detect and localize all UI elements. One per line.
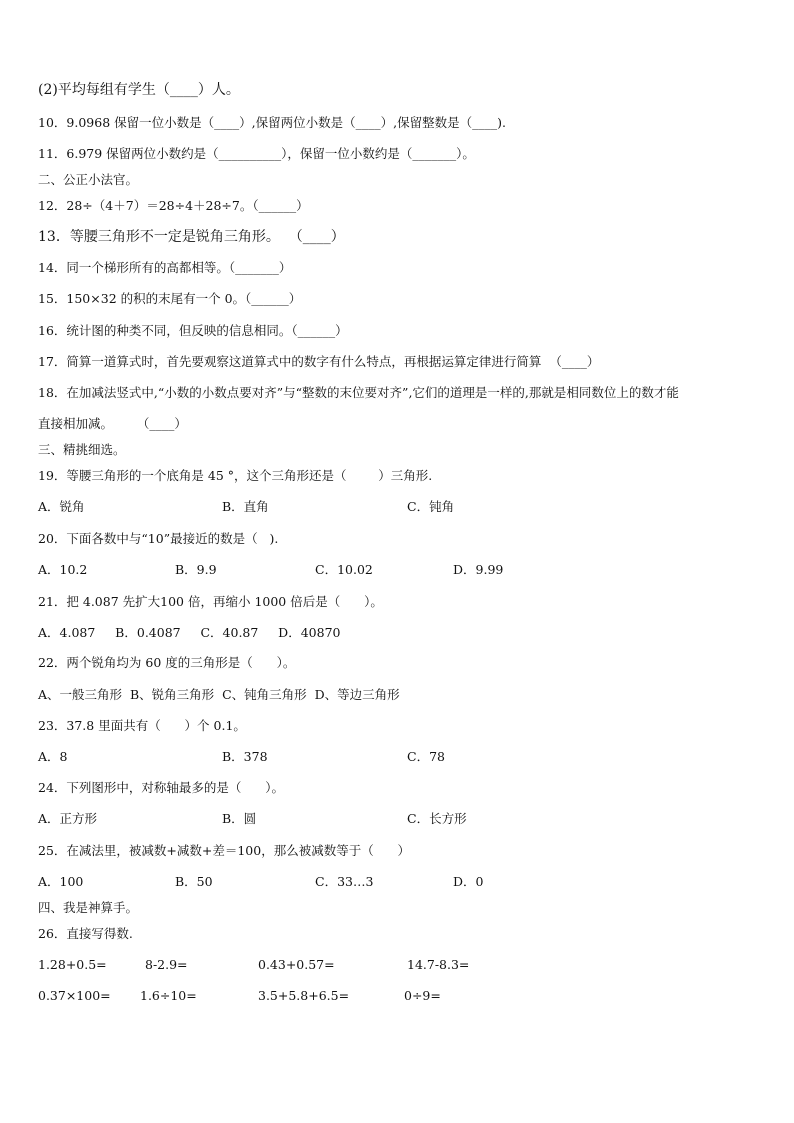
question-16: 16．统计图的种类不同，但反映的信息相同。（______） xyxy=(38,323,348,338)
question-13: 13．等腰三角形不一定是锐角三角形。 （____） xyxy=(38,229,345,245)
q24-option-b: B．圆 xyxy=(222,811,257,826)
q25-option-d: D．0 xyxy=(453,874,484,889)
question-10: 10．9.0968 保留一位小数是（____）,保留两位小数是（____）,保留整数是（____). xyxy=(38,115,506,130)
question-14: 14．同一个梯形所有的高都相等。（_______） xyxy=(38,260,292,275)
section-4-title: 四、我是神算手。 xyxy=(38,900,139,915)
q24-option-a: A．正方形 xyxy=(38,811,98,826)
question-20: 20．下面各数中与“10”最接近的数是（ ). xyxy=(38,531,279,546)
question-15: 15．150×32 的积的末尾有一个 0。（______） xyxy=(38,291,302,306)
q19-option-c: C．钝角 xyxy=(407,499,455,514)
q20-option-b: B．9.9 xyxy=(175,562,217,577)
q19-option-a: A．锐角 xyxy=(38,499,85,514)
section-3-title: 三、精挑细选。 xyxy=(38,442,126,457)
section-2-title: 二、公正小法官。 xyxy=(38,172,139,187)
calc-item: 8-2.9= xyxy=(145,957,188,972)
question-21: 21．把 4.087 先扩大100 倍，再缩小 1000 倍后是（ ）。 xyxy=(38,594,383,609)
q23-option-a: A．8 xyxy=(38,749,68,764)
q19-option-b: B．直角 xyxy=(222,499,269,514)
q23-option-b: B．378 xyxy=(222,749,268,764)
q21-options: A．4.087 B．0.4087 C．40.87 D．40870 xyxy=(38,625,341,640)
calc-item: 3.5+5.8+6.5= xyxy=(258,988,350,1003)
question-18-continued: 直接相加减。 （____） xyxy=(38,416,187,431)
calc-item: 1.28+0.5= xyxy=(38,957,107,972)
q22-options: A、一般三角形 B、锐角三角形 C、钝角三角形 D、等边三角形 xyxy=(38,687,400,702)
q23-option-c: C．78 xyxy=(407,749,445,764)
q25-option-b: B．50 xyxy=(175,874,213,889)
question-25: 25．在减法里，被减数+减数+差＝100，那么被减数等于（ ） xyxy=(38,843,411,858)
q25-option-a: A．100 xyxy=(38,874,84,889)
question-22: 22．两个锐角均为 60 度的三角形是（ ）。 xyxy=(38,655,296,670)
q20-option-d: D．9.99 xyxy=(453,562,504,577)
calc-item: 0÷9= xyxy=(404,988,441,1003)
calc-item: 0.43+0.57= xyxy=(258,957,335,972)
question-11: 11．6.979 保留两位小数约是（__________），保留一位小数约是（_______）。 xyxy=(38,146,475,161)
question-18: 18．在加减法竖式中,“小数的小数点要对齐”与“整数的末位要对齐”,它们的道理是一样的,那就是相同数位上的数才能 xyxy=(38,385,679,400)
question-17: 17．简算一道算式时，首先要观察这道算式中的数字有什么特点，再根据运算定律进行简算 （____） xyxy=(38,354,600,369)
q25-option-c: C．33…3 xyxy=(315,874,374,889)
question-12: 12．28÷（4＋7）＝28÷4＋28÷7。（______） xyxy=(38,198,309,213)
q20-option-c: C．10.02 xyxy=(315,562,373,577)
calc-item: 14.7-8.3= xyxy=(407,957,470,972)
question-19: 19．等腰三角形的一个底角是 45 °，这个三角形还是（ ）三角形. xyxy=(38,468,433,483)
question-26: 26．直接写得数. xyxy=(38,926,133,941)
question-24: 24．下列图形中，对称轴最多的是（ ）。 xyxy=(38,780,284,795)
calc-item: 0.37×100= xyxy=(38,988,111,1003)
calc-item: 1.6÷10= xyxy=(140,988,197,1003)
question-23: 23．37.8 里面共有（ ）个 0.1。 xyxy=(38,718,246,733)
q20-option-a: A．10.2 xyxy=(38,562,88,577)
question-9-part-2: (2)平均每组有学生（____）人。 xyxy=(38,82,240,98)
q24-option-c: C．长方形 xyxy=(407,811,467,826)
